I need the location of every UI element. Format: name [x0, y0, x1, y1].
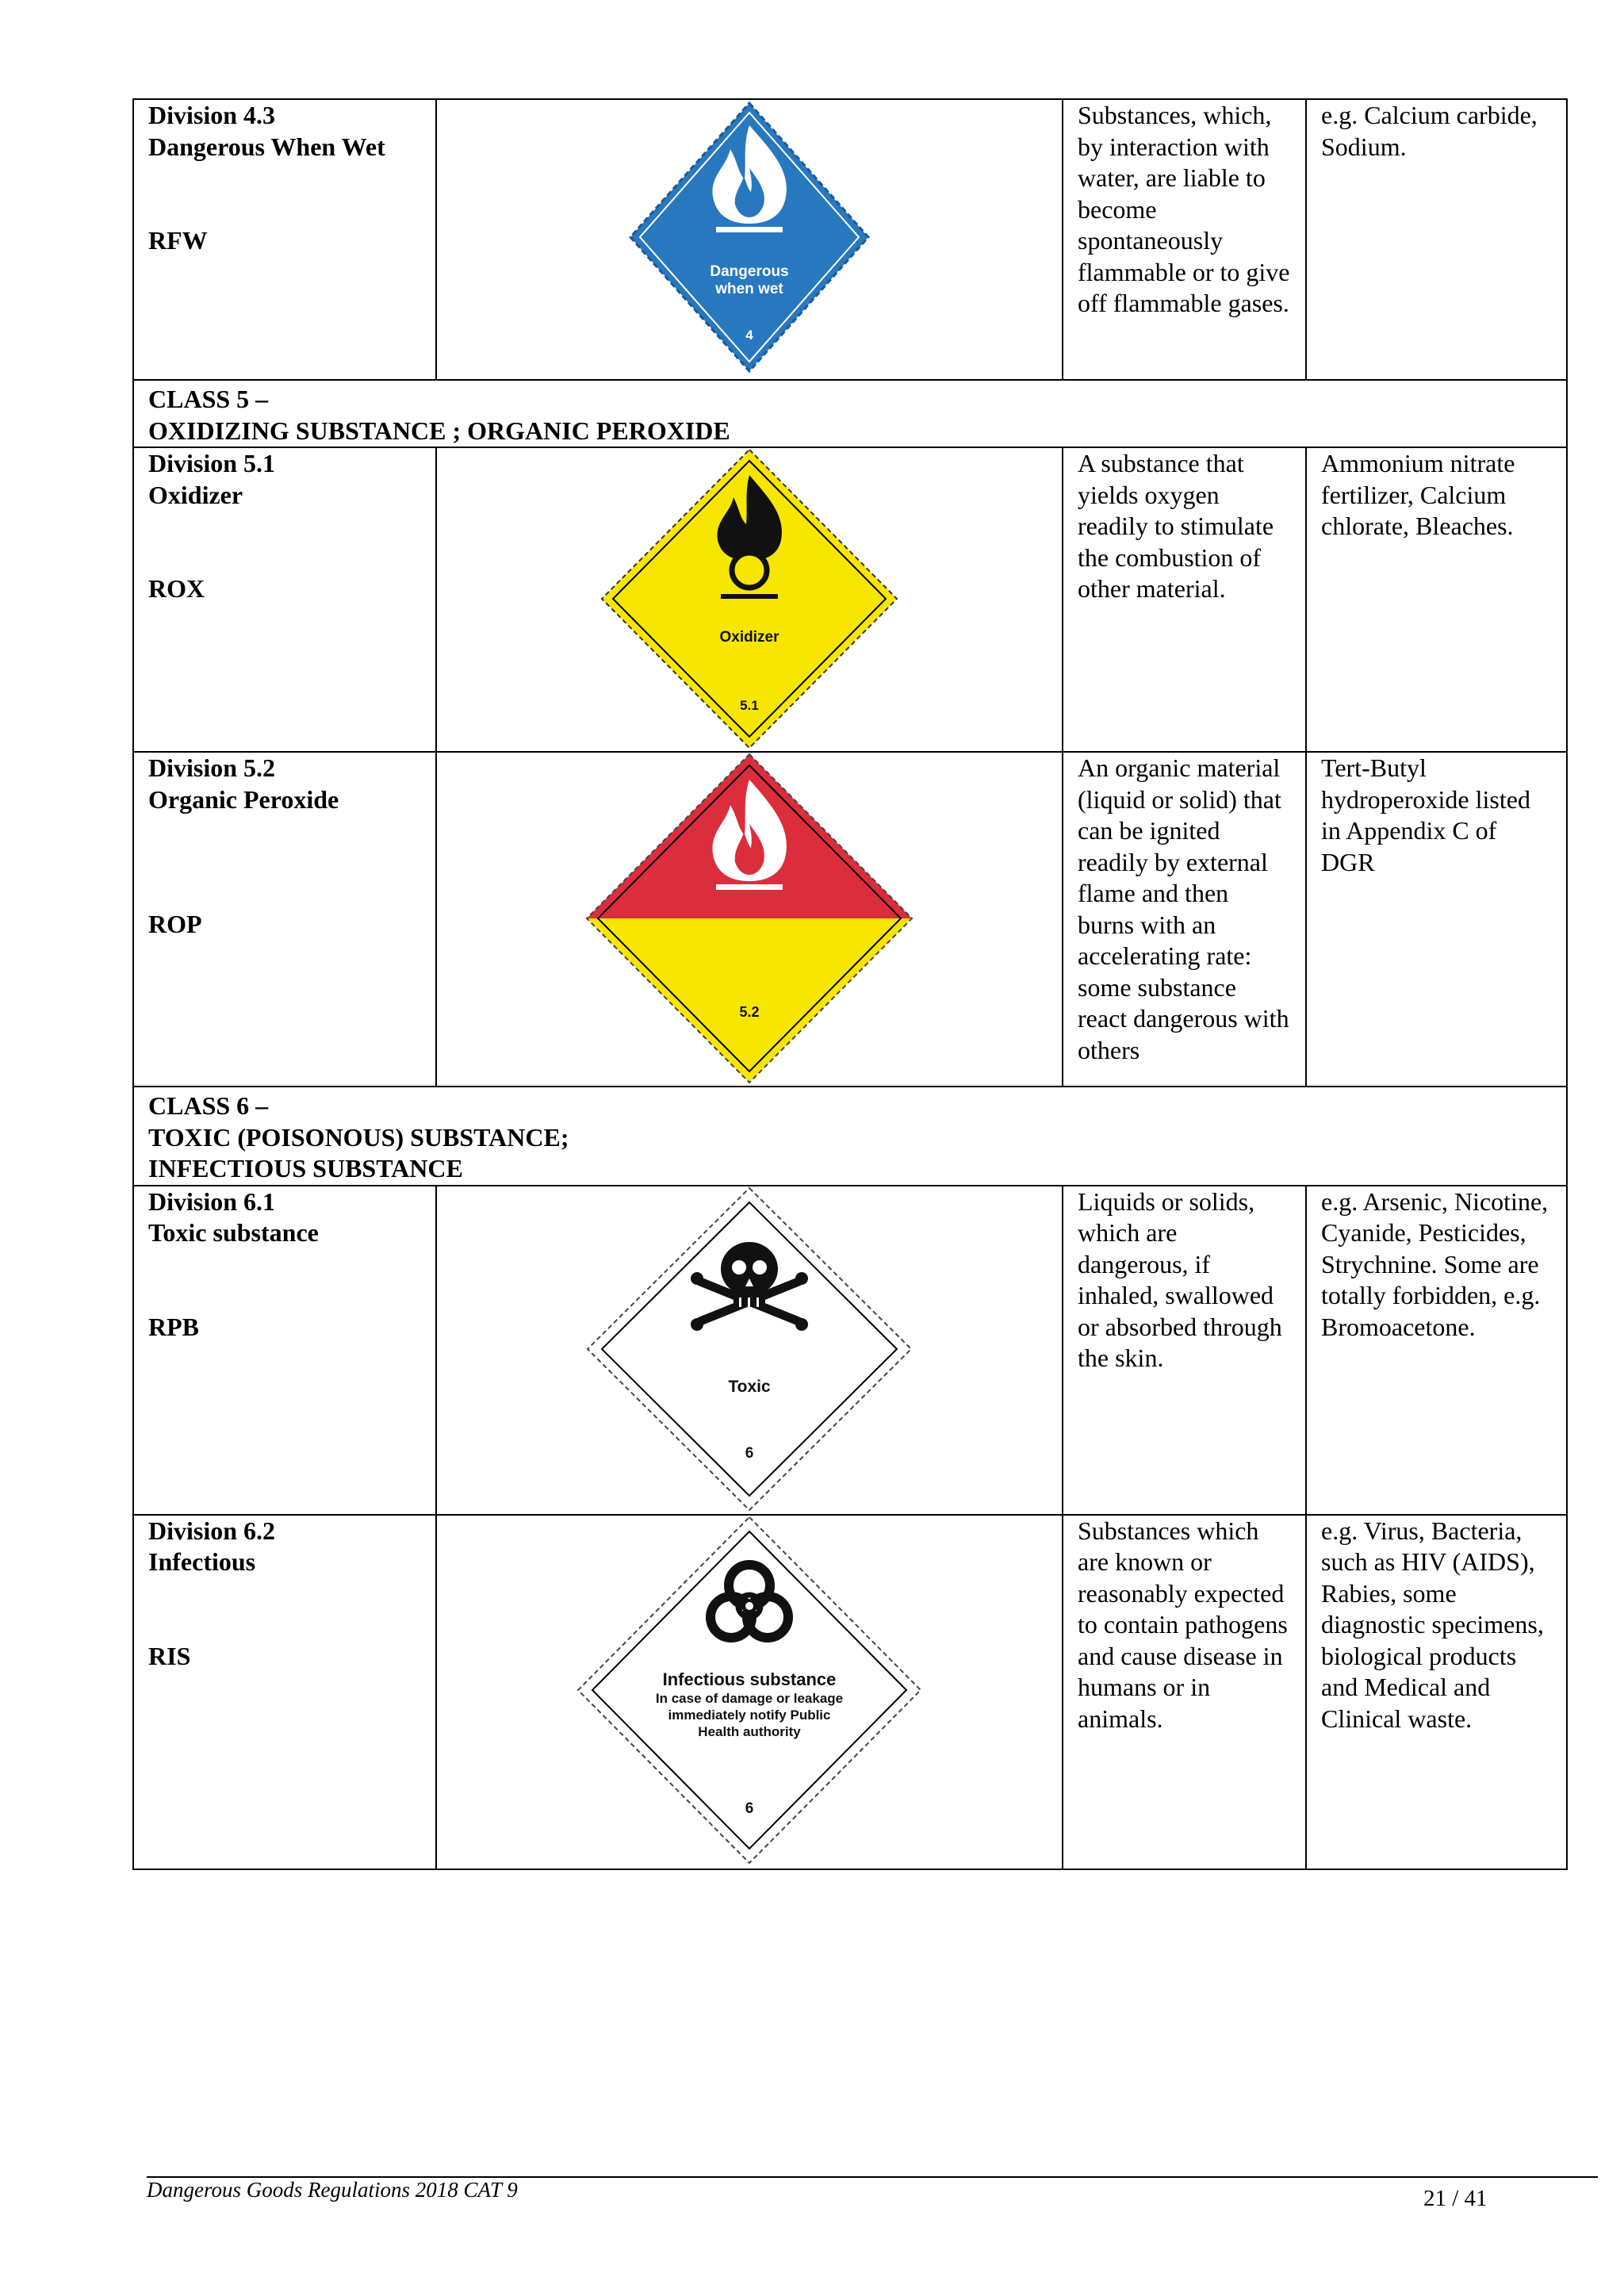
division-name: Dangerous When Wet: [148, 132, 385, 161]
sign-label: Infectious substance: [662, 1669, 837, 1689]
class-subtitle: OXIDIZING SUBSTANCE ; ORGANIC PEROXIDE: [148, 416, 730, 445]
class-title: CLASS 6 –: [148, 1091, 269, 1120]
description-cell: Substances, which, by interaction with water, are liable to become spontaneously flammable or to give off flammable gases.: [1063, 99, 1306, 380]
division-cell: [133, 1186, 436, 1515]
sign-class-number: 6: [745, 1800, 754, 1817]
sign-class-number: 4: [745, 328, 753, 343]
table-row: [133, 1186, 1567, 1515]
division-cell: [133, 1515, 436, 1869]
class-header-row: [133, 1087, 1567, 1186]
division-number: Division 5.1: [148, 449, 276, 477]
hazard-label-cell: [436, 1186, 1063, 1515]
imp-code: RPB: [148, 1312, 199, 1341]
division-cell: [133, 752, 436, 1087]
division-name: Toxic substance: [148, 1218, 319, 1247]
imp-code: ROX: [148, 574, 205, 603]
table-row: [133, 99, 1567, 380]
examples-cell: e.g. Calcium carbide, Sodium.: [1306, 99, 1567, 380]
description-cell: An organic material (liquid or solid) that can be ignited readily by external flame and then burns with an accelerating rate: some substance react dangerous with others: [1063, 752, 1306, 1087]
table-row: [133, 1515, 1567, 1869]
description-cell: Substances which are known or reasonably expected to contain pathogens and cause disease in humans or in animals.: [1063, 1515, 1306, 1869]
division-number: Division 6.2: [148, 1516, 276, 1545]
sign-label: Toxic: [728, 1377, 771, 1396]
sign-label: when wet: [715, 281, 783, 297]
organic-peroxide-label: [583, 753, 916, 1084]
sign-class-number: 5.1: [740, 698, 759, 713]
division-cell: [133, 99, 436, 380]
sign-label: Dangerous: [710, 263, 789, 280]
sign-label: Health authority: [698, 1723, 801, 1739]
description-cell: Liquids or solids, which are dangerous, if inhaled, swallowed or absorbed through the skin.: [1063, 1186, 1306, 1515]
sign-label: immediately notify Public: [668, 1707, 831, 1723]
table-row: [133, 752, 1567, 1087]
oxidizer-label: [591, 448, 908, 749]
description-cell: A substance that yields oxygen readily to stimulate the combustion of other material.: [1063, 447, 1306, 752]
infectious-substance-label: [575, 1516, 924, 1865]
division-number: Division 6.1: [148, 1186, 276, 1216]
imp-code: RFW: [148, 226, 208, 255]
examples-cell: Tert-Butyl hydroperoxide listed in Appendix C of DGR: [1306, 752, 1567, 1087]
sign-class-number: 6: [745, 1444, 754, 1462]
dangerous-when-wet-label: [591, 100, 908, 378]
footer-page-number: 21 / 41: [1423, 2186, 1488, 2211]
class-subtitle: INFECTIOUS SUBSTANCE: [148, 1154, 463, 1182]
hazard-label-cell: [436, 1515, 1063, 1869]
division-name: Organic Peroxide: [148, 784, 339, 814]
hazard-label-cell: [436, 447, 1063, 752]
hazard-label-cell: [436, 752, 1063, 1087]
sign-label: In case of damage or leakage: [655, 1690, 844, 1706]
table-row: [133, 447, 1567, 752]
sign-class-number: 5.2: [739, 1004, 760, 1020]
division-number: Division 5.2: [148, 753, 276, 782]
division-name: Infectious: [148, 1547, 256, 1576]
imp-code: RIS: [148, 1641, 191, 1670]
division-name: Oxidizer: [148, 480, 243, 509]
examples-cell: e.g. Arsenic, Nicotine, Cyanide, Pesticides, Strychnine. Some are totally forbidden, e.g. Bromoacetone.: [1306, 1186, 1567, 1515]
examples-cell: Ammonium nitrate fertilizer, Calcium chlorate, Bleaches.: [1306, 447, 1567, 752]
sign-label: Oxidizer: [719, 629, 779, 646]
footer-document-title: Dangerous Goods Regulations 2018 CAT 9: [147, 2178, 518, 2202]
examples-cell: e.g. Virus, Bacteria, such as HIV (AIDS), Rabies, some diagnostic specimens, biological products and Medical and Clinical waste.: [1306, 1515, 1567, 1869]
hazard-label-cell: [436, 99, 1063, 380]
class-title: CLASS 5 –: [148, 385, 269, 413]
division-number: Division 4.3: [148, 101, 276, 129]
division-cell: [133, 447, 436, 752]
dangerous-goods-table: [132, 98, 1568, 1870]
toxic-label: [583, 1186, 916, 1512]
class-header: [133, 380, 1567, 447]
class-header-row: [133, 380, 1567, 447]
class-header: [133, 1087, 1567, 1186]
imp-code: ROP: [148, 910, 202, 938]
class-subtitle: TOXIC (POISONOUS) SUBSTANCE;: [148, 1122, 569, 1152]
